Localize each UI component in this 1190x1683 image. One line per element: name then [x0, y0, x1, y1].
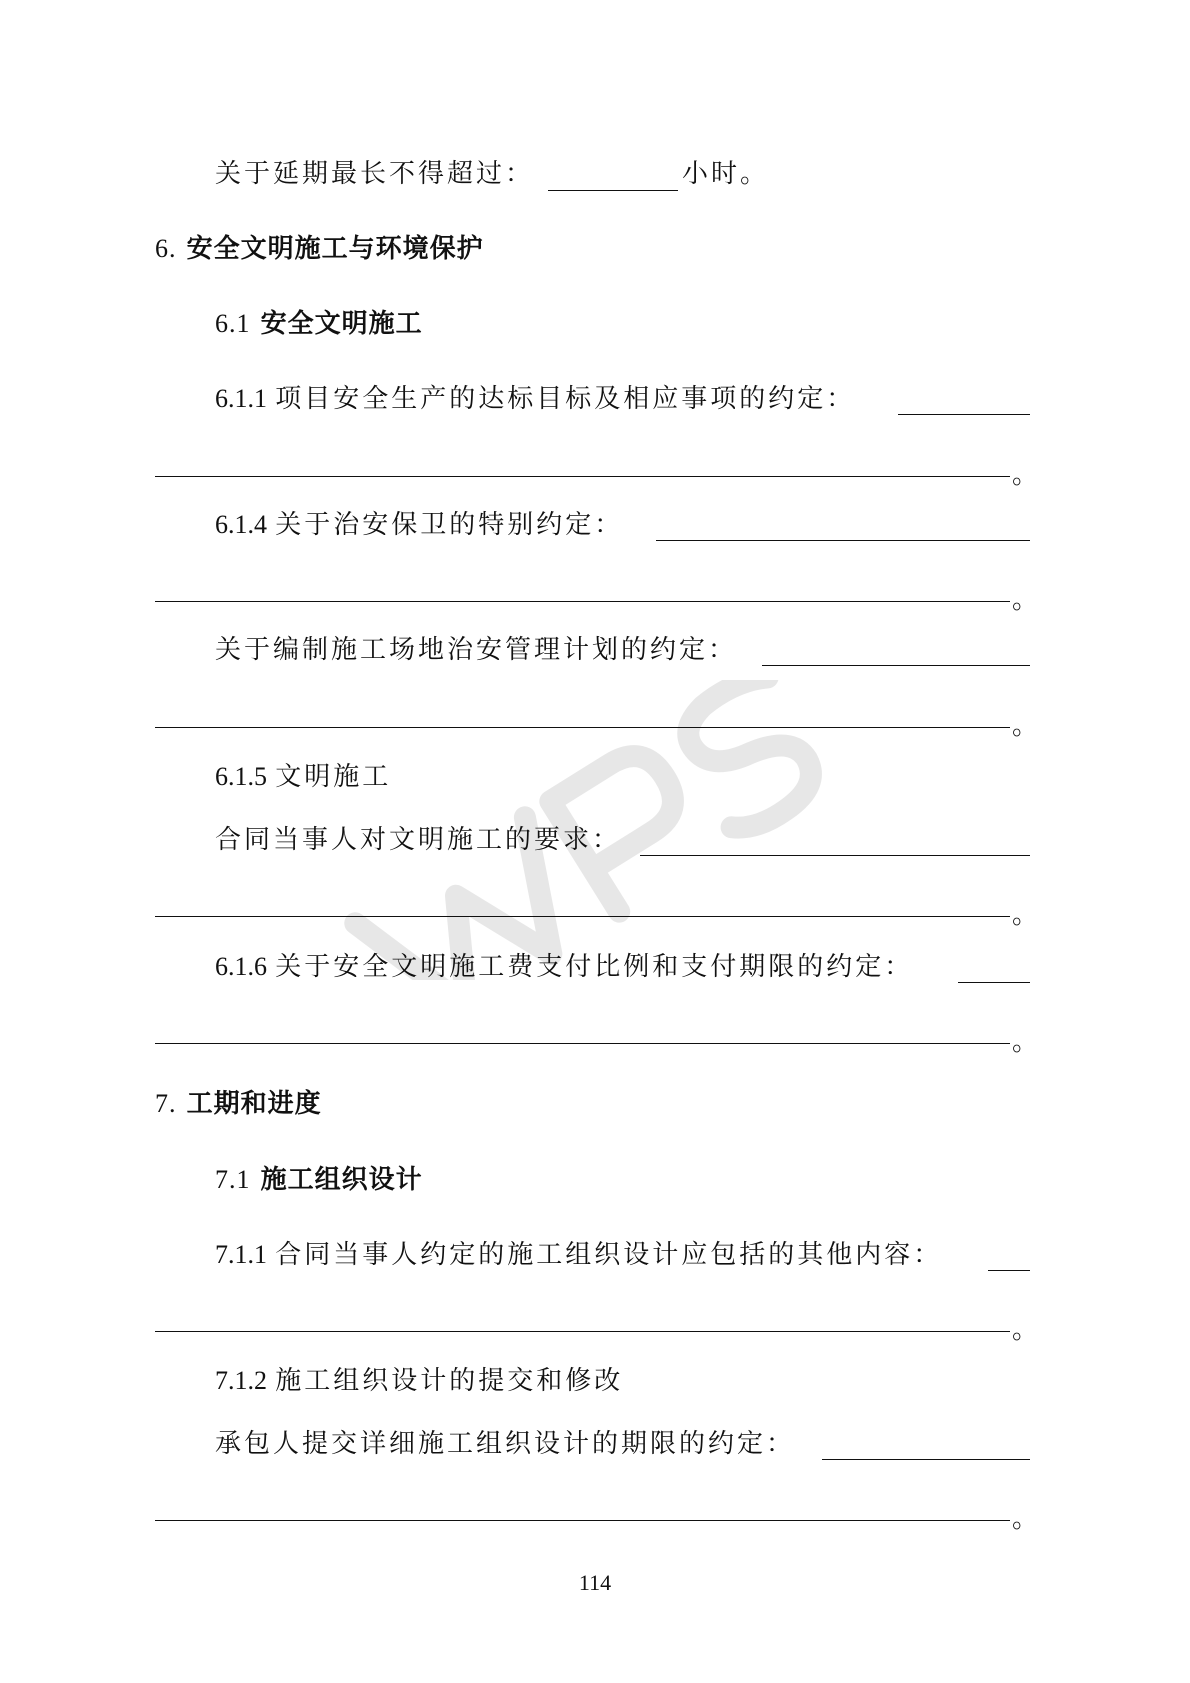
- page-number: 114: [578, 1570, 612, 1595]
- clause-text: 文明施工: [275, 762, 392, 792]
- section-number: 7.1: [215, 1165, 251, 1194]
- clause-6-1-4: [215, 508, 1190, 542]
- blank-7-1-1-b[interactable]: [155, 1331, 1010, 1332]
- clause-number: 6.1.4: [215, 510, 267, 539]
- section-7-1-heading: [215, 1163, 1190, 1197]
- blank-7-1-1-a[interactable]: [988, 1270, 1030, 1271]
- clause-6-1-6: [215, 950, 1190, 984]
- blank-6-1-4-a[interactable]: [656, 540, 1030, 541]
- clause-text: 关于治安保卫的特别约定：: [275, 510, 624, 540]
- submit-deadline-line: [215, 1427, 1190, 1461]
- blank-submit-a[interactable]: [822, 1459, 1030, 1460]
- delay-suffix: 小时。: [682, 159, 770, 189]
- clause-text: 关于安全文明施工费支付比例和支付期限的约定：: [275, 952, 914, 982]
- section-number: 7.: [155, 1089, 177, 1118]
- blank-6-1-1-a[interactable]: [898, 414, 1030, 415]
- section-title: 安全文明施工与环境保护: [186, 234, 484, 264]
- section-number: 6.1: [215, 309, 251, 338]
- clause-number: 7.1.2: [215, 1366, 267, 1395]
- clause-text: 承包人提交详细施工组织设计的期限的约定：: [215, 1429, 796, 1459]
- section-title: 施工组织设计: [260, 1165, 423, 1195]
- period-mark: 。: [1012, 711, 1039, 741]
- clause-number: 7.1.1: [215, 1240, 267, 1269]
- period-mark: 。: [1012, 1027, 1039, 1057]
- blank-6-1-1-b[interactable]: [155, 476, 1010, 477]
- section-number: 6.: [155, 234, 177, 263]
- clause-number: 6.1.6: [215, 952, 267, 981]
- blank-6-1-6-a[interactable]: [958, 982, 1030, 983]
- clause-text: 合同当事人对文明施工的要求：: [215, 825, 622, 855]
- blank-6-1-6-b[interactable]: [155, 1043, 1010, 1044]
- period-mark: 。: [1012, 460, 1039, 490]
- delay-suffix-wrap: [682, 157, 1190, 191]
- period-mark: 。: [1012, 900, 1039, 930]
- blank-plan-a[interactable]: [762, 665, 1030, 666]
- delay-text: 关于延期最长不得超过：: [215, 159, 535, 189]
- blank-plan-b[interactable]: [155, 727, 1010, 728]
- blank-civ-b[interactable]: [155, 916, 1010, 917]
- clause-text: 关于编制施工场地治安管理计划的约定：: [215, 635, 738, 665]
- clause-text: 项目安全生产的达标目标及相应事项的约定：: [275, 384, 856, 414]
- security-plan-line: [215, 633, 1190, 667]
- clause-number: 6.1.5: [215, 762, 267, 791]
- clause-7-1-2: [215, 1364, 1190, 1398]
- clause-6-1-1: [215, 382, 1190, 416]
- blank-submit-b[interactable]: [155, 1520, 1010, 1521]
- section-title: 安全文明施工: [260, 309, 423, 339]
- period-mark: 。: [1012, 585, 1039, 615]
- period-mark: 。: [1012, 1315, 1039, 1345]
- section-7-heading: [155, 1087, 1190, 1121]
- clause-number: 6.1.1: [215, 384, 267, 413]
- section-6-1-heading: [215, 307, 1190, 341]
- blank-6-1-4-b[interactable]: [155, 601, 1010, 602]
- section-6-heading: [155, 232, 1190, 266]
- clause-6-1-5: [215, 760, 1190, 794]
- period-mark: 。: [1012, 1504, 1039, 1534]
- civilized-requirement-line: [215, 823, 1190, 857]
- clause-7-1-1: [215, 1238, 1190, 1272]
- blank-civ-a[interactable]: [640, 855, 1030, 856]
- clause-text: 施工组织设计的提交和修改: [275, 1366, 624, 1396]
- clause-text: 合同当事人约定的施工组织设计应包括的其他内容：: [275, 1240, 943, 1270]
- delay-blank[interactable]: [548, 190, 678, 191]
- section-title: 工期和进度: [186, 1089, 322, 1119]
